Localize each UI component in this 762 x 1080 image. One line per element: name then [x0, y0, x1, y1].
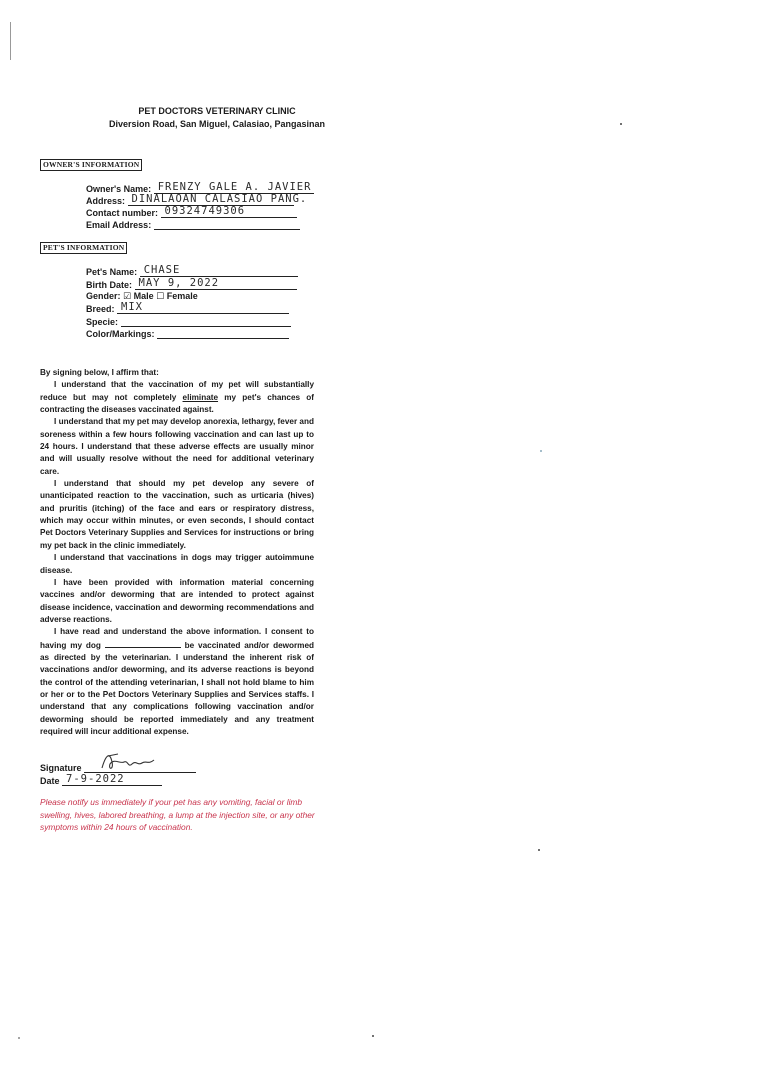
pet-specie-field [86, 316, 291, 327]
pet-breed-field [86, 303, 289, 314]
signature-field [40, 762, 196, 773]
pet-breed-value[interactable]: MIX [121, 301, 143, 313]
date-field [40, 775, 162, 786]
pet-specie-line[interactable] [121, 316, 291, 327]
pet-name-value[interactable]: CHASE [143, 264, 181, 276]
owner-contact-value[interactable]: 09324749306 [164, 205, 246, 217]
date-value[interactable]: 7-9-2022 [66, 773, 125, 785]
notice-text: Please notify us immediately if your pet has any vomiting, facial or limb swelling, hives, labored breathing, a lump at the injection site, or any other symptoms within 24 hours of vaccination. [40, 797, 315, 832]
female-checkbox[interactable]: ☐ [156, 291, 165, 301]
owner-address-value[interactable]: DINALAOAN CALASIAO PANG. [131, 193, 308, 205]
male-checkbox[interactable]: ☑ [123, 291, 132, 301]
clinic-name: PET DOCTORS VETERINARY CLINIC [138, 106, 296, 116]
scan-speck [540, 450, 542, 452]
dog-name-blank[interactable] [105, 639, 181, 648]
pet-birth-value[interactable]: MAY 9, 2022 [138, 277, 220, 289]
pet-birth-label: Birth Date: [86, 280, 133, 290]
owner-section-label: OWNER'S INFORMATION [40, 159, 142, 171]
owner-email-field [86, 219, 300, 230]
signature-label: Signature [40, 763, 82, 773]
affirmation-text [40, 367, 314, 738]
pet-name-field [86, 266, 298, 277]
pet-name-label: Pet's Name: [86, 267, 138, 277]
scan-speck [372, 1035, 374, 1037]
owner-contact-field [86, 207, 297, 218]
affirm-paragraph-6: I have read and understand the above information. I consent to having my dog be vaccinated and/or dewormed as directed by the veterinarian. I understand the inherent risk of vaccinations and/or deworming, and its adverse reactions is beyond the control of the attending veterinarian, I shall not hold blame to him or her or to the Pet Doctors Veterinary Supplies and Services staffs. I understand that any complications following vaccination and/or deworming should be reported immediately and any treatment required will incur additional expense. [40, 627, 315, 736]
female-option-label: Female [166, 291, 198, 301]
pet-section-label: PET'S INFORMATION [40, 242, 127, 254]
clinic-address: Diversion Road, San Miguel, Calasiao, Pangasinan [108, 119, 326, 129]
scan-speck [538, 849, 540, 851]
scan-edge-mark [10, 22, 11, 60]
scan-speck [620, 123, 622, 125]
handwritten-signature[interactable] [98, 748, 158, 774]
eliminate-underlined: eliminate [182, 392, 219, 402]
pet-gender-label: Gender: [86, 291, 121, 301]
affirm-paragraph-4: I understand that vaccinations in dogs may trigger autoimmune disease. [40, 553, 314, 575]
male-option-label: Male [133, 291, 154, 301]
pet-color-field [86, 328, 289, 339]
affirm-paragraph-1: I understand that the vaccination of my pet will substantially reduce but may not completely eliminate my pet's chances of contracting the diseases vaccinated against. [40, 380, 314, 415]
owner-contact-label: Contact number: [86, 208, 158, 218]
affirm-paragraph-5: I have been provided with information material concerning vaccines and/or deworming that are intended to protect against disease incidence, vaccination and deworming recommendations and adverse reactions. [40, 577, 314, 624]
affirm-intro: By signing below, I affirm that: [40, 368, 159, 377]
owner-name-value[interactable]: FRENZY GALE A. JAVIER [157, 181, 312, 193]
owner-address-label: Address: [86, 196, 126, 206]
pet-specie-label: Specie: [86, 317, 119, 327]
owner-name-label: Owner's Name: [86, 184, 152, 194]
pet-breed-label: Breed: [86, 304, 115, 314]
date-label: Date [40, 776, 60, 786]
owner-email-label: Email Address: [86, 220, 152, 230]
affirm-paragraph-3: I understand that should my pet develop any severe of unanticipated reaction to the vaccination, such as urticaria (hives) and pruritis (itching) of the face and ears or respiratory distress, which may occur within minutes, or even seconds, I should contact Pet Doctors Veterinary Supplies and Services for instructions or bring my pet back in the clinic immediately. [40, 479, 314, 550]
scan-speck [18, 1037, 20, 1039]
pet-color-line[interactable] [157, 328, 289, 339]
pet-color-label: Color/Markings: [86, 329, 155, 339]
pet-birth-field [86, 279, 297, 290]
affirm-paragraph-2: I understand that my pet may develop anorexia, lethargy, fever and soreness within a few hours following vaccination and can last up to 24 hours. I understand that these adverse effects are usually minor and will usually resolve without the need for additional veterinary care. [40, 417, 314, 476]
